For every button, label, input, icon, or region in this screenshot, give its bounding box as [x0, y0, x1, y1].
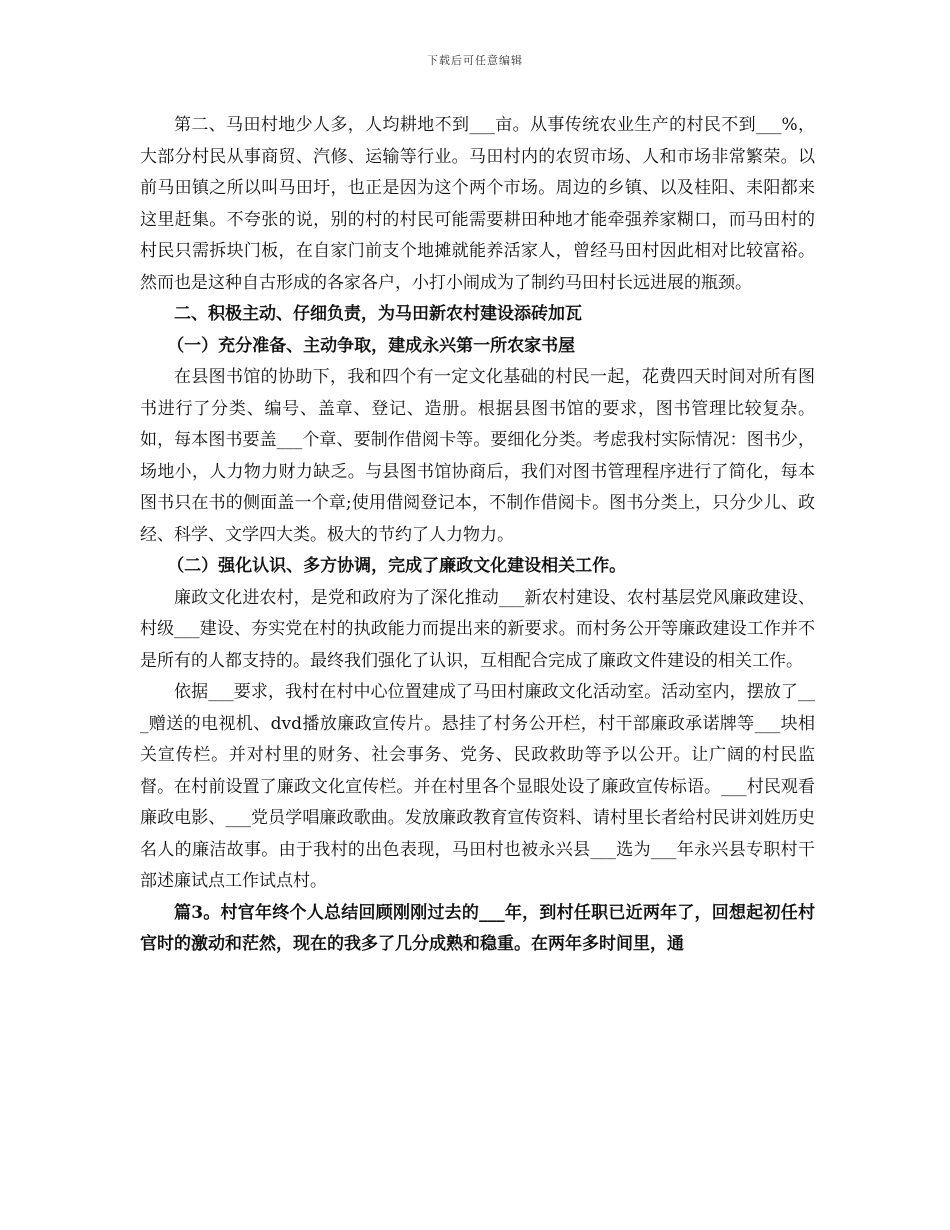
paragraph-article-3: 篇3。村官年终个人总结回顾刚刚过去的___年，到村任职已近两年了，回想起初任村官时的激动和茫然，现在的我多了几分成熟和稳重。在两年多时间里，通 [140, 902, 815, 954]
subsection-heading-library: （一）充分准备、主动争取，建成永兴第一所农家书屋 [167, 335, 576, 356]
section-heading-2: 二、积极主动、仔细负责，为马田新农村建设添砖加瓦 [174, 304, 582, 324]
paragraph-activity-room: 依据___要求，我村在村中心位置建成了马田村廉政文化活动室。活动室内，摆放了___赠送的电视机、dvd播放廉政宣传片。悬挂了村务公开栏，村干部廉政承诺牌等___块相关宣传栏。并对村里的财务、社会事务、党务、民政救助等予以公开。让广阔的村民监督。在村前设置了廉政文化宣传栏。并在村里各个显眼处设了廉政宣传标语。___村民观看廉政电影、___党员学唱廉政歌曲。发放廉政教育宣传资料、请村里长者给村民讲刘姓历史名人的廉洁故事。由于我村的出色表现，马田村也被永兴县___选为___年永兴县专职村干部述廉试点工作试点村。 [140, 682, 815, 891]
subsection-heading-integrity: （二）强化认识、多方协调，完成了廉政文化建设相关工作。 [167, 556, 627, 576]
paragraph-library: 在县图书馆的协助下，我和四个有一定文化基础的村民一起，花费四天时间对所有图书进行了分类、编号、盖章、登记、造册。根据县图书馆的要求，图书管理比较复杂。如，每本图书要盖___个章、要制作借阅卡等。要细化分类。考虑我村实际情况：图书少，场地小，人力物力财力缺乏。与县图书馆协商后，我们对图书管理程序进行了简化，每本图书只在书的侧面盖一个章;使用借阅登记本，不制作借阅卡。图书分类上，只分少儿、政经、科学、文学四大类。极大的节约了人力物力。 [140, 367, 815, 545]
page-header: 下载后可任意编辑 [427, 54, 523, 67]
document-body [140, 110, 815, 961]
paragraph-integrity-culture: 廉政文化进农村，是党和政府为了深化推动___新农村建设、农村基层党风廉政建设、村级___建设、夯实党在村的执政能力而提出来的新要求。而村务公开等廉政建设工作并不是所有的人都支持的。最终我们强化了认识，互相配合完成了廉政文件建设的相关工作。 [140, 587, 815, 671]
paragraph-land-and-market: 第二、马田村地少人多，人均耕地不到___亩。从事传统农业生产的村民不到___%，大部分村民从事商贸、汽修、运输等行业。马田村内的农贸市场、人和市场非常繁荣。以前马田镇之所以叫马田圩，也正是因为这个两个市场。周边的乡镇、以及桂阳、耒阳都来这里赶集。不夸张的说，别的村的村民可能需要耕田种地才能牵强养家糊口，而马田村的村民只需拆块门板，在自家门前支个地摊就能养活家人，曾经马田村因此相对比较富裕。然而也是这种自古形成的各家各户，小打小闹成为了制约马田村长远进展的瓶颈。 [140, 115, 815, 293]
